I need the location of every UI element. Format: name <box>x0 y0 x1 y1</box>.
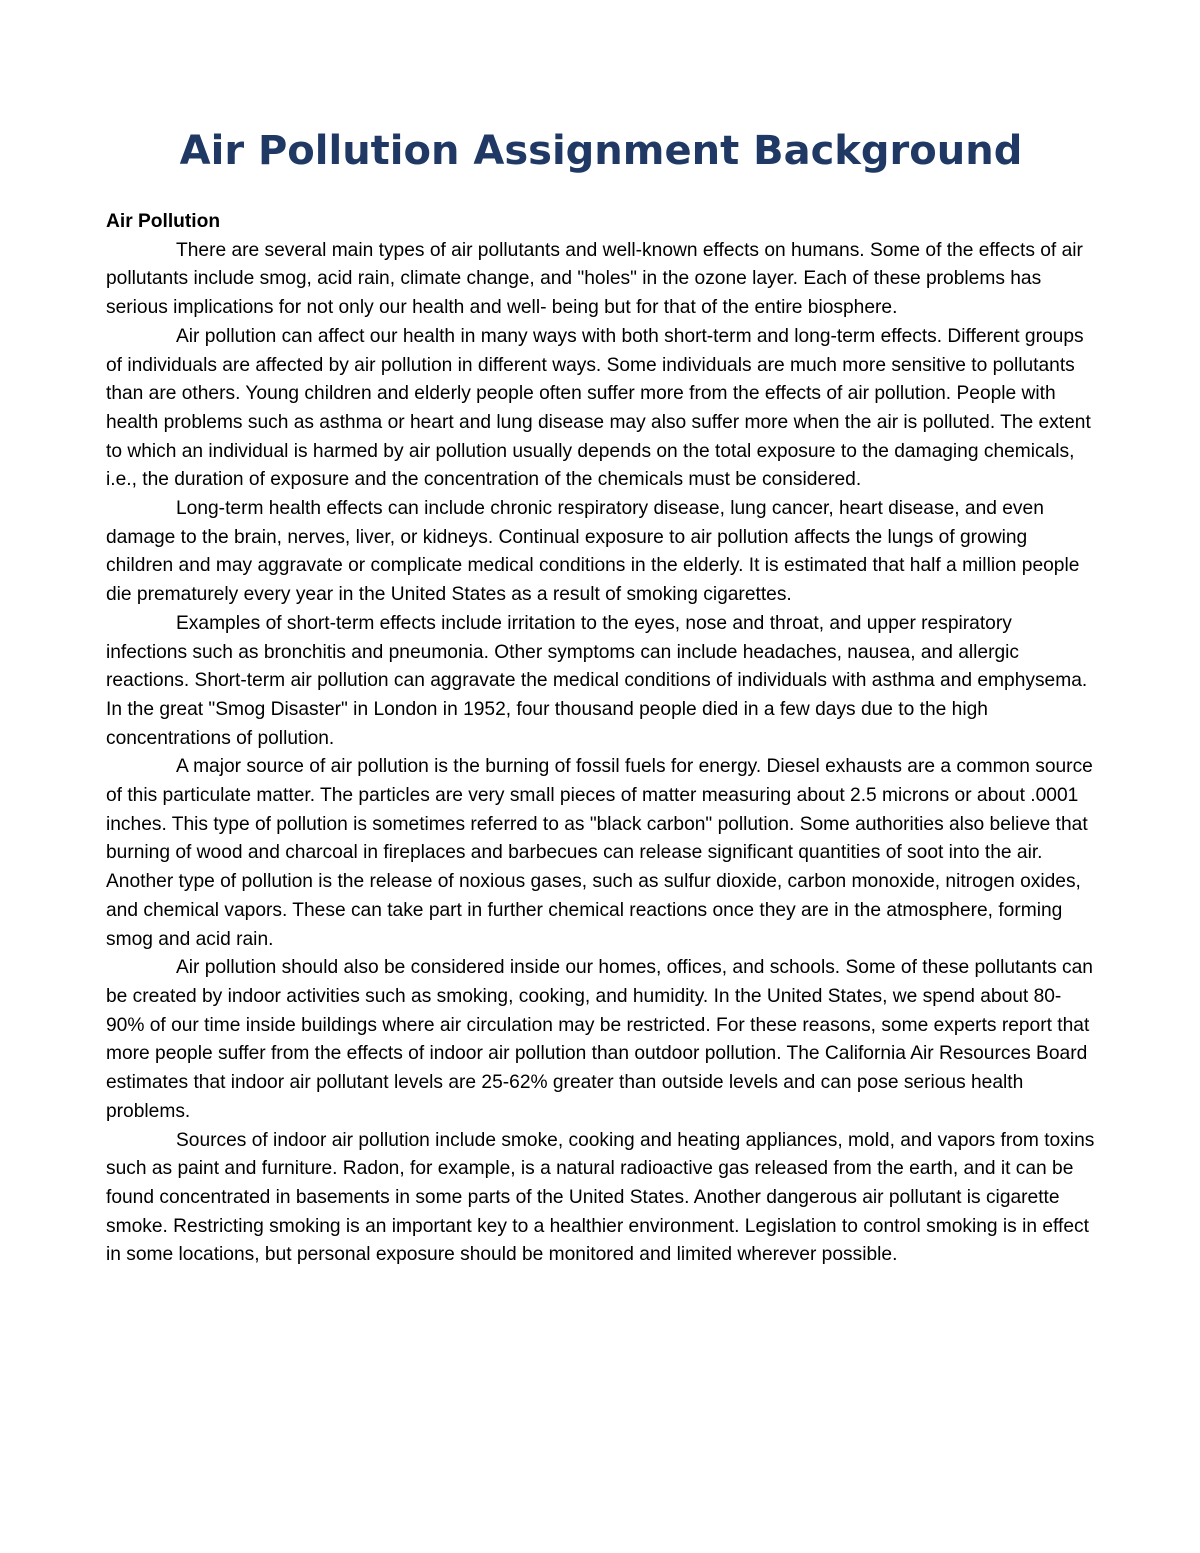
document-title: Air Pollution Assignment Background <box>179 128 1023 174</box>
paragraph-types-of-pollutants: There are several main types of air pollutants and well-known effects on humans. Some of the effects of air pollutants include smog, acid rain, climate change, and "holes" in the ozone layer. Each of these problems has serious implications for not only our health and well- being but for that of the entire biosphere. <box>106 239 1083 319</box>
document-body <box>106 208 1096 1270</box>
paragraph-fossil-fuels: A major source of air pollution is the burning of fossil fuels for energy. Diesel exhausts are a common source of this particulate matter. The particles are very small pieces of matter measuring about 2.5 microns or about .0001 inches. This type of pollution is sometimes referred to as "black carbon" pollution. Some authorities also believe that burning of wood and charcoal in fireplaces and barbecues can release significant quantities of soot into the air. Another type of pollution is the release of noxious gases, such as sulfur dioxide, carbon monoxide, nitrogen oxides, and chemical vapors. These can take part in further chemical reactions once they are in the atmosphere, forming smog and acid rain. <box>106 756 1093 950</box>
paragraph-indoor-pollution: Air pollution should also be considered inside our homes, offices, and schools. Some of these pollutants can be created by indoor activities such as smoking, cooking, and humidity. In the United States, we spend about 80-90% of our time inside buildings where air circulation may be restricted. For these reasons, some experts report that more people suffer from the effects of indoor air pollution than outdoor pollution. The California Air Resources Board estimates that indoor air pollutant levels are 25-62% greater than outside levels and can pose serious health problems. <box>106 957 1093 1122</box>
section-heading: Air Pollution <box>106 211 221 232</box>
paragraph-short-term-effects: Examples of short-term effects include irritation to the eyes, nose and throat, and upper respiratory infections such as bronchitis and pneumonia. Other symptoms can include headaches, nausea, and allergic reactions. Short-term air pollution can aggravate the medical conditions of individuals with asthma and emphysema. In the great "Smog Disaster" in London in 1952, four thousand people died in a few days due to the high concentrations of pollution. <box>106 612 1088 749</box>
paragraph-long-term-effects: Long-term health effects can include chronic respiratory disease, lung cancer, heart disease, and even damage to the brain, nerves, liver, or kidneys. Continual exposure to air pollution affects the lungs of growing children and may aggravate or complicate medical conditions in the elderly. It is estimated that half a million people die prematurely every year in the United States as a result of smoking cigarettes. <box>106 498 1080 606</box>
paragraph-indoor-sources: Sources of indoor air pollution include smoke, cooking and heating appliances, mold, and vapors from toxins such as paint and furniture. Radon, for example, is a natural radioactive gas released from the earth, and it can be found concentrated in basements in some parts of the United States. Another dangerous air pollutant is cigarette smoke. Restricting smoking is an important key to a healthier environment. Legislation to control smoking is in effect in some locations, but personal exposure should be monitored and limited wherever possible. <box>106 1129 1095 1266</box>
paragraph-health-effects: Air pollution can affect our health in many ways with both short-term and long-term effects. Different groups of individuals are affected by air pollution in different ways. Some individuals are much more sensitive to pollutants than are others. Young children and elderly people often suffer more from the effects of air pollution. People with health problems such as asthma or heart and lung disease may also suffer more when the air is polluted. The extent to which an individual is harmed by air pollution usually depends on the total exposure to the damaging chemicals, i.e., the duration of exposure and the concentration of the chemicals must be considered. <box>106 325 1091 491</box>
